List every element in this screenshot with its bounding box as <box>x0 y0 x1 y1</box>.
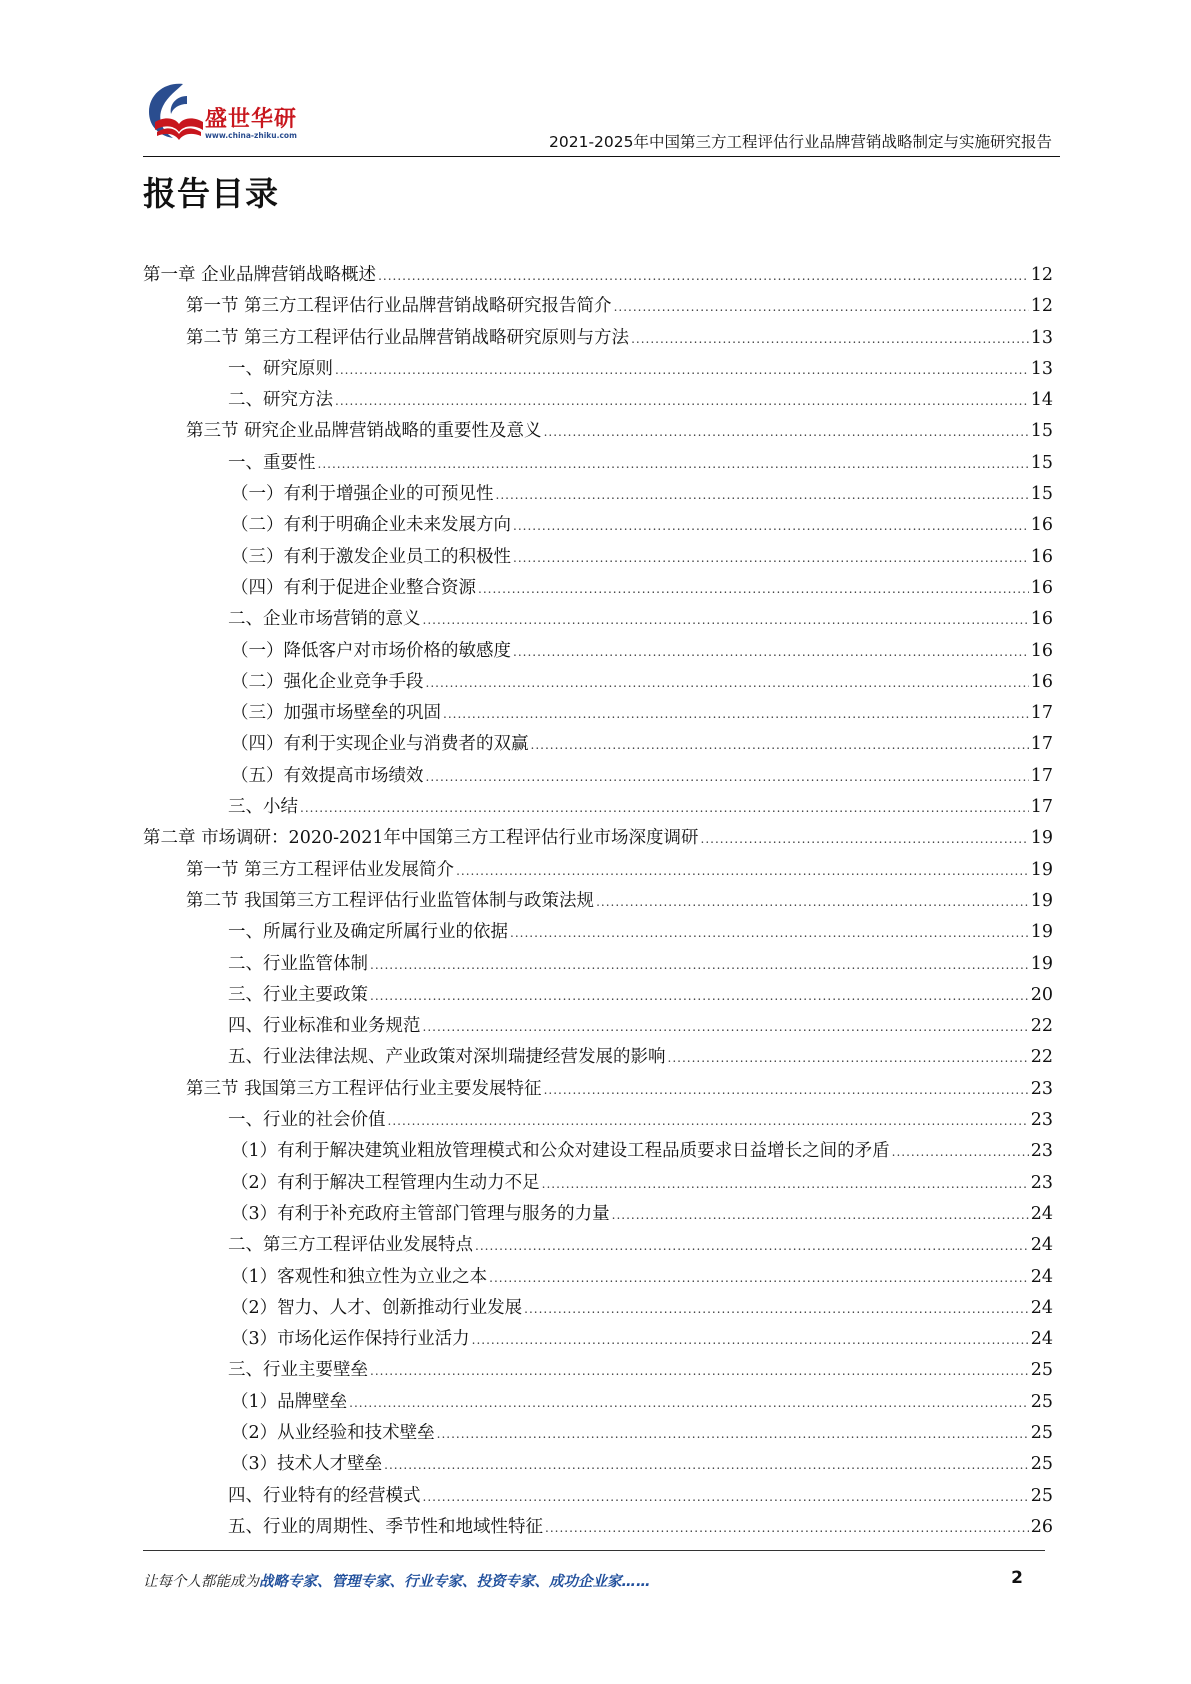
toc-leader-dots <box>370 989 1029 1003</box>
toc-entry[interactable] <box>143 1012 1053 1043</box>
toc-entry-label: 一、所属行业及确定所属行业的依据 <box>228 922 508 943</box>
toc-entry-page: 22 <box>1030 1047 1053 1068</box>
toc-leader-dots <box>349 1396 1029 1410</box>
company-logo <box>143 78 313 144</box>
toc-leader-dots <box>544 1083 1029 1097</box>
toc-leader-dots <box>378 269 1029 283</box>
toc-leader-dots <box>335 394 1029 408</box>
toc-entry-page: 14 <box>1030 390 1053 411</box>
toc-entry-label: 三、小结 <box>228 797 298 818</box>
toc-entry-label: 五、行业的周期性、季节性和地域性特征 <box>228 1516 543 1537</box>
footer-slogan <box>143 1570 651 1591</box>
toc-entry[interactable] <box>143 1263 1053 1294</box>
toc-entry[interactable] <box>143 1419 1053 1450</box>
toc-entry-label: （五）有效提高市场绩效 <box>231 765 424 786</box>
toc-entry-label: （二）强化企业竞争手段 <box>231 671 424 692</box>
toc-entry[interactable] <box>143 887 1053 918</box>
toc-leader-dots <box>370 1364 1029 1378</box>
toc-leader-dots <box>437 1427 1029 1441</box>
toc-leader-dots <box>545 1521 1029 1535</box>
table-of-contents <box>143 261 1053 1544</box>
toc-leader-dots <box>426 770 1029 784</box>
toc-entry-page: 19 <box>1030 859 1053 880</box>
footer-slogan-highlight: 战略专家、管理专家、行业专家、投资专家、成功企业家…… <box>259 1574 651 1590</box>
toc-entry-page: 17 <box>1030 797 1053 818</box>
toc-entry[interactable] <box>143 1106 1053 1137</box>
logo-url: www.china-zhiku.com <box>205 131 297 140</box>
toc-entry-page: 24 <box>1030 1266 1053 1287</box>
toc-leader-dots <box>423 1490 1029 1504</box>
toc-leader-dots <box>335 363 1029 377</box>
toc-entry-page: 12 <box>1030 296 1053 317</box>
toc-entry-label: 第一节 第三方工程评估行业品牌营销战略研究报告简介 <box>186 296 612 317</box>
toc-leader-dots <box>300 801 1029 815</box>
logo-emblem-icon <box>143 78 207 144</box>
toc-entry-page: 26 <box>1030 1516 1053 1537</box>
toc-entry-label: 二、研究方法 <box>228 390 333 411</box>
toc-entry-label: 第二节 第三方工程评估行业品牌营销战略研究原则与方法 <box>186 327 630 348</box>
toc-entry-label: （二）有利于明确企业未来发展方向 <box>231 515 511 536</box>
toc-entry[interactable] <box>143 1388 1053 1419</box>
toc-entry-page: 22 <box>1030 1016 1053 1037</box>
toc-entry-page: 25 <box>1030 1485 1053 1506</box>
toc-entry-page: 19 <box>1030 890 1053 911</box>
toc-entry[interactable] <box>143 1325 1053 1356</box>
toc-leader-dots <box>510 926 1029 940</box>
toc-entry-label: 第二章 市场调研：2020-2021年中国第三方工程评估行业市场深度调研 <box>143 828 699 849</box>
toc-entry-page: 24 <box>1030 1235 1053 1256</box>
toc-entry[interactable] <box>143 762 1053 793</box>
toc-entry-page: 16 <box>1030 640 1053 661</box>
toc-entry-page: 25 <box>1030 1391 1053 1412</box>
toc-entry[interactable] <box>143 1450 1053 1481</box>
toc-entry[interactable] <box>143 261 1053 292</box>
toc-entry-label: （一）有利于增强企业的可预见性 <box>231 484 494 505</box>
toc-entry-page: 12 <box>1030 265 1053 285</box>
toc-entry-label: 四、行业标准和业务规范 <box>228 1016 421 1037</box>
toc-entry[interactable] <box>143 1356 1053 1387</box>
toc-entry-page: 17 <box>1030 703 1053 724</box>
toc-entry-page: 24 <box>1030 1329 1053 1350</box>
toc-entry-label: 一、重要性 <box>228 452 316 473</box>
toc-entry-label: （3）技术人才壁垒 <box>231 1454 383 1475</box>
toc-leader-dots <box>614 300 1029 314</box>
toc-leader-dots <box>384 1458 1029 1472</box>
toc-entry[interactable] <box>143 1200 1053 1231</box>
toc-entry-page: 19 <box>1030 922 1053 943</box>
toc-entry[interactable] <box>143 1513 1053 1544</box>
toc-leader-dots <box>701 832 1029 846</box>
toc-entry[interactable] <box>143 1231 1053 1262</box>
toc-entry-page: 13 <box>1030 358 1053 379</box>
toc-leader-dots <box>612 1208 1029 1222</box>
toc-leader-dots <box>478 582 1029 596</box>
toc-entry-label: （四）有利于实现企业与消费者的双赢 <box>231 734 529 755</box>
toc-leader-dots <box>489 1271 1029 1285</box>
toc-leader-dots <box>513 551 1029 565</box>
toc-entry[interactable] <box>143 730 1053 761</box>
toc-entry[interactable] <box>143 1294 1053 1325</box>
toc-entry-page: 19 <box>1030 828 1053 849</box>
toc-entry[interactable] <box>143 637 1053 668</box>
footer-divider <box>143 1550 1045 1551</box>
toc-entry[interactable] <box>143 417 1053 448</box>
toc-entry-page: 23 <box>1030 1110 1053 1131</box>
toc-entry-label: 三、行业主要壁垒 <box>228 1360 368 1381</box>
toc-entry[interactable] <box>143 1075 1053 1106</box>
toc-entry-page: 16 <box>1030 609 1053 630</box>
toc-entry[interactable] <box>143 1137 1053 1168</box>
toc-leader-dots <box>513 645 1029 659</box>
toc-entry[interactable] <box>143 355 1053 386</box>
toc-entry[interactable] <box>143 324 1053 355</box>
header-divider <box>143 156 1060 157</box>
toc-entry-label: 第一节 第三方工程评估业发展简介 <box>186 859 455 880</box>
toc-entry[interactable] <box>143 292 1053 323</box>
toc-entry[interactable] <box>143 793 1053 824</box>
toc-entry[interactable] <box>143 511 1053 542</box>
toc-entry[interactable] <box>143 480 1053 511</box>
toc-entry-label: （1）品牌壁垒 <box>231 1391 348 1412</box>
toc-entry-page: 23 <box>1030 1078 1053 1099</box>
toc-entry-page: 25 <box>1030 1454 1053 1475</box>
toc-leader-dots <box>531 738 1029 752</box>
toc-leader-dots <box>542 1177 1029 1191</box>
toc-entry-label: （一）降低客户对市场价格的敏感度 <box>231 640 511 661</box>
toc-entry-page: 24 <box>1030 1203 1053 1224</box>
toc-entry[interactable] <box>143 1169 1053 1200</box>
toc-entry-label: 二、企业市场营销的意义 <box>228 609 421 630</box>
footer-slogan-prefix: 让每个人都能成为 <box>143 1574 259 1590</box>
toc-entry-label: 五、行业法律法规、产业政策对深圳瑞捷经营发展的影响 <box>228 1047 666 1068</box>
toc-leader-dots <box>496 488 1029 502</box>
toc-entry-page: 13 <box>1030 327 1053 348</box>
toc-entry-label: 三、行业主要政策 <box>228 984 368 1005</box>
toc-entry-page: 15 <box>1030 452 1053 473</box>
toc-entry[interactable] <box>143 950 1053 981</box>
toc-entry[interactable] <box>143 918 1053 949</box>
toc-entry-label: （1）客观性和独立性为立业之本 <box>231 1266 488 1287</box>
toc-entry-label: （2）从业经验和技术壁垒 <box>231 1422 435 1443</box>
toc-entry-label: 第三节 我国第三方工程评估行业主要发展特征 <box>186 1078 542 1099</box>
toc-entry-label: 第三节 研究企业品牌营销战略的重要性及意义 <box>186 421 542 442</box>
toc-entry-page: 16 <box>1030 546 1053 567</box>
toc-leader-dots <box>423 1020 1029 1034</box>
toc-entry-page: 25 <box>1030 1360 1053 1381</box>
toc-leader-dots <box>472 1333 1029 1347</box>
toc-entry-label: 第一章 企业品牌营销战略概述 <box>143 265 377 285</box>
toc-entry-label: （三）加强市场壁垒的巩固 <box>231 703 441 724</box>
toc-entry[interactable] <box>143 856 1053 887</box>
toc-entry-page: 15 <box>1030 484 1053 505</box>
toc-entry-page: 23 <box>1030 1141 1053 1162</box>
toc-entry-label: 四、行业特有的经营模式 <box>228 1485 421 1506</box>
toc-entry-page: 16 <box>1030 515 1053 536</box>
toc-entry-label: 二、行业监管体制 <box>228 953 368 974</box>
toc-entry-page: 17 <box>1030 734 1053 755</box>
toc-entry[interactable] <box>143 668 1053 699</box>
toc-entry-label: （四）有利于促进企业整合资源 <box>231 577 476 598</box>
toc-entry-label: （2）智力、人才、创新推动行业发展 <box>231 1297 523 1318</box>
toc-entry-label: 一、研究原则 <box>228 358 333 379</box>
toc-entry-page: 24 <box>1030 1297 1053 1318</box>
toc-entry[interactable] <box>143 386 1053 417</box>
toc-entry[interactable] <box>143 1043 1053 1074</box>
toc-entry-page: 20 <box>1030 984 1053 1005</box>
toc-entry-page: 16 <box>1030 577 1053 598</box>
toc-leader-dots <box>892 1145 1029 1159</box>
toc-leader-dots <box>668 1051 1029 1065</box>
toc-entry-label: 二、第三方工程评估业发展特点 <box>228 1235 473 1256</box>
page-header <box>143 78 1060 158</box>
toc-entry-page: 17 <box>1030 765 1053 786</box>
toc-entry-label: （3）有利于补充政府主管部门管理与服务的力量 <box>231 1203 610 1224</box>
toc-leader-dots <box>388 1114 1029 1128</box>
report-title: 2021-2025年中国第三方工程评估行业品牌营销战略制定与实施研究报告 <box>549 133 1052 151</box>
toc-leader-dots <box>596 895 1029 909</box>
toc-entry-page: 23 <box>1030 1172 1053 1193</box>
toc-leader-dots <box>544 425 1029 439</box>
toc-leader-dots <box>443 707 1029 721</box>
toc-entry-page: 19 <box>1030 953 1053 974</box>
toc-entry-label: 一、行业的社会价值 <box>228 1110 386 1131</box>
page-title: 报告目录 <box>143 174 279 213</box>
toc-entry[interactable] <box>143 574 1053 605</box>
toc-leader-dots <box>513 519 1029 533</box>
page-footer <box>143 1570 1023 1594</box>
toc-leader-dots <box>524 1302 1029 1316</box>
toc-entry-label: （1）有利于解决建筑业粗放管理模式和公众对建设工程品质要求日益增长之间的矛盾 <box>231 1141 890 1162</box>
toc-entry-page: 15 <box>1030 421 1053 442</box>
toc-entry[interactable] <box>143 605 1053 636</box>
logo-name: 盛世华研 <box>205 107 298 132</box>
toc-leader-dots <box>423 613 1029 627</box>
toc-entry-label: 第二节 我国第三方工程评估行业监管体制与政策法规 <box>186 890 595 911</box>
toc-entry[interactable] <box>143 543 1053 574</box>
toc-leader-dots <box>475 1239 1029 1253</box>
toc-entry[interactable] <box>143 1482 1053 1513</box>
toc-entry[interactable] <box>143 981 1053 1012</box>
toc-entry-label: （2）有利于解决工程管理内生动力不足 <box>231 1172 540 1193</box>
toc-entry[interactable] <box>143 449 1053 480</box>
toc-entry[interactable] <box>143 824 1053 855</box>
toc-entry-page: 25 <box>1030 1422 1053 1443</box>
toc-leader-dots <box>426 676 1029 690</box>
page-number: 2 <box>1011 1568 1023 1588</box>
toc-entry[interactable] <box>143 699 1053 730</box>
toc-leader-dots <box>456 864 1029 878</box>
toc-entry-page: 16 <box>1030 671 1053 692</box>
toc-leader-dots <box>318 457 1029 471</box>
toc-leader-dots <box>631 332 1029 346</box>
toc-entry-label: （3）市场化运作保持行业活力 <box>231 1329 470 1350</box>
toc-entry-label: （三）有利于激发企业员工的积极性 <box>231 546 511 567</box>
toc-leader-dots <box>370 958 1029 972</box>
